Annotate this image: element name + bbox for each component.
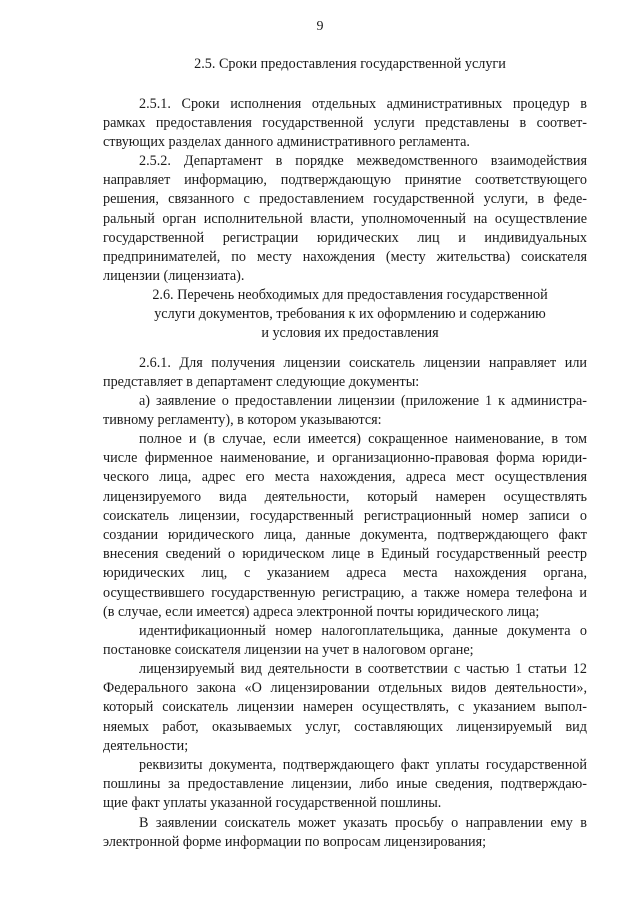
paragraph-licensed-activity: лицензируемый вид деятельности в соответствии с частью 1 статьи 12 Федерального закона «О лицензировании отдельных видов деятельности», который соискатель лицензии намерен осуществлять, с указанием выпол- няемых работ, оказываемых услуг, составляющих лицензируемый вид деятельности; (103, 661, 587, 754)
paragraph-taxpayer-number: идентификационный номер налогоплательщика, данные документа о постановке соискателя лицензии на учет в налоговом органе; (103, 623, 587, 659)
paragraph-electronic-request: В заявлении соискатель может указать просьбу о направлении ему в электронной форме информации по вопросам лицензирования; (103, 815, 587, 851)
paragraph-2-6-1: 2.6.1. Для получения лицензии соискатель лицензии направляет или представляет в департамент следующие документы: (103, 355, 587, 391)
section-2-6-heading: 2.6. Перечень необходимых для предоставления государственной услуги документов, требования к их оформлению и содержанию и условия их предоставления (152, 287, 548, 341)
paragraph-application: а) заявление о предоставлении лицензии (приложение 1 к администра- тивному регламенту), в котором указываются: (103, 393, 587, 429)
paragraph-2-5-1: 2.5.1. Сроки исполнения отдельных административных процедур в рамках предоставления государственной услуги представлены в соответ- ствующих разделах данного административного регламента. (103, 96, 587, 151)
section-2-5-heading: 2.5. Сроки предоставления государственной услуги (194, 56, 506, 72)
paragraph-2-5-2: 2.5.2. Департамент в порядке межведомственного взаимодействия направляет информацию, подтверждающую принятие соответствующего решения, связанного с предоставлением государственной услуги, в феде- ральный орган исполнительной власти, уполномоченный на осуществление государственной регистрации юридических лиц и индивидуальных предпринимателей, по месту нахождения (месту жительства) соискателя лицензии (лицензиата). (103, 153, 587, 285)
paragraph-legal-entity-details: полное и (в случае, если имеется) сокращенное наименование, в том числе фирменное наименование, и организационно-правовая форма юриди- ческого лица, адрес его места нахождения, адреса мест осуществления лицензируемого вида деятельности, который намерен осуществлять соискатель лицензии, государственный регистрационный номер записи о создании юридического лица, данные документа, подтверждающего факт внесения сведений о юридическом лице в Единый государственный реестр юридических лиц, с указанием адреса места нахождения органа, осуществившего государственную регистрацию, а также номера телефона и (в случае, если имеется) адреса электронной почты юридического лица; (103, 431, 587, 620)
paragraph-fee-payment: реквизиты документа, подтверждающего факт уплаты государственной пошлины за предоставление лицензии, либо иные сведения, подтверждаю- щие факт уплаты указанной государственной пошлины. (103, 757, 587, 812)
page-number: 9 (316, 19, 324, 34)
